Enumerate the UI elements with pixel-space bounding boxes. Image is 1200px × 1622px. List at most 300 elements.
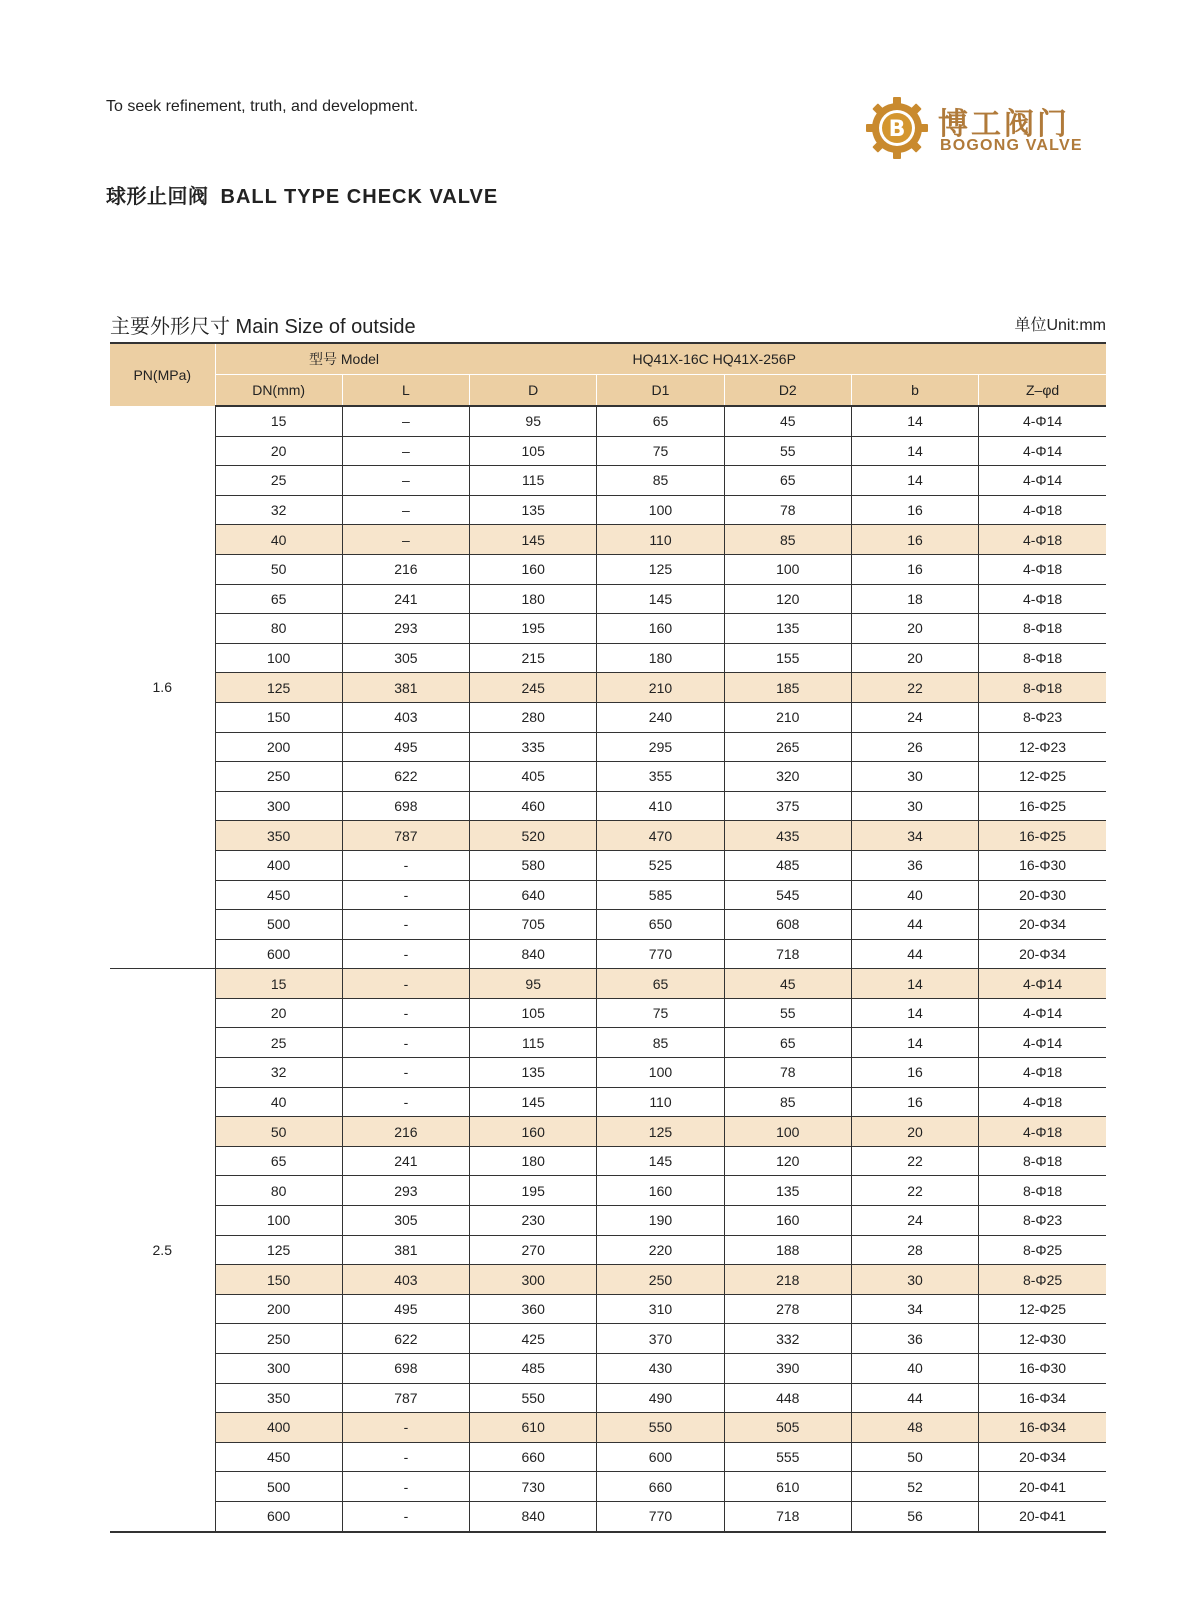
table-cell: 85 xyxy=(597,466,724,496)
table-row xyxy=(110,1383,1106,1413)
table-cell: 4-Φ14 xyxy=(979,998,1106,1028)
table-cell: 430 xyxy=(597,1354,724,1384)
table-cell: 350 xyxy=(215,821,342,851)
table-cell: 80 xyxy=(215,1176,342,1206)
table-row xyxy=(110,998,1106,1028)
table-cell: 216 xyxy=(342,1117,469,1147)
table-cell: 622 xyxy=(342,1324,469,1354)
table-cell: 600 xyxy=(215,939,342,969)
table-cell: 4-Φ14 xyxy=(979,406,1106,436)
table-cell: 310 xyxy=(597,1294,724,1324)
table-cell: 22 xyxy=(851,1176,978,1206)
table-cell: 4-Φ14 xyxy=(979,466,1106,496)
table-cell: 100 xyxy=(215,643,342,673)
table-cell: 195 xyxy=(470,1176,597,1206)
table-cell: 22 xyxy=(851,1146,978,1176)
table-cell: 403 xyxy=(342,702,469,732)
table-cell: 105 xyxy=(470,998,597,1028)
table-cell: 12-Φ25 xyxy=(979,762,1106,792)
table-row xyxy=(110,702,1106,732)
table-row xyxy=(110,880,1106,910)
table-cell: - xyxy=(342,998,469,1028)
table-cell: 241 xyxy=(342,1146,469,1176)
table-row xyxy=(110,1354,1106,1384)
table-cell: 105 xyxy=(470,436,597,466)
table-cell: 12-Φ30 xyxy=(979,1324,1106,1354)
table-cell: 381 xyxy=(342,673,469,703)
table-row xyxy=(110,643,1106,673)
table-row xyxy=(110,554,1106,584)
table-cell: - xyxy=(342,939,469,969)
table-cell: 25 xyxy=(215,466,342,496)
table-cell: 20 xyxy=(851,1117,978,1147)
table-cell: 16-Φ25 xyxy=(979,821,1106,851)
table-cell: 8-Φ18 xyxy=(979,1146,1106,1176)
table-cell: 12-Φ25 xyxy=(979,1294,1106,1324)
table-cell: 4-Φ18 xyxy=(979,1087,1106,1117)
table-cell: 14 xyxy=(851,436,978,466)
table-cell: 40 xyxy=(851,1354,978,1384)
table-cell: 505 xyxy=(724,1413,851,1443)
table-cell: 26 xyxy=(851,732,978,762)
table-row xyxy=(110,1294,1106,1324)
table-cell: 375 xyxy=(724,791,851,821)
table-cell: 20-Φ34 xyxy=(979,939,1106,969)
unit-label: 单位Unit:mm xyxy=(1014,317,1106,334)
table-cell: 20-Φ41 xyxy=(979,1472,1106,1502)
table-cell: 4-Φ18 xyxy=(979,584,1106,614)
table-cell: 120 xyxy=(724,1146,851,1176)
table-row xyxy=(110,1058,1106,1088)
table-cell: 4-Φ18 xyxy=(979,525,1106,555)
table-cell: 145 xyxy=(597,1146,724,1176)
table-cell: 280 xyxy=(470,702,597,732)
table-cell: 580 xyxy=(470,850,597,880)
table-cell: 220 xyxy=(597,1235,724,1265)
table-cell: 545 xyxy=(724,880,851,910)
table-cell: 200 xyxy=(215,732,342,762)
table-cell: 16 xyxy=(851,1087,978,1117)
pn-value: 1.6 xyxy=(110,406,215,969)
table-row xyxy=(110,1087,1106,1117)
brand-logo xyxy=(864,95,1104,161)
table-cell: 390 xyxy=(724,1354,851,1384)
table-cell: 56 xyxy=(851,1501,978,1531)
table-cell: 100 xyxy=(597,1058,724,1088)
table-cell: 650 xyxy=(597,910,724,940)
table-cell: 44 xyxy=(851,910,978,940)
page-title xyxy=(106,180,498,209)
table-cell: 250 xyxy=(215,1324,342,1354)
column-header: L xyxy=(342,375,469,407)
table-cell: 125 xyxy=(215,1235,342,1265)
table-cell: 265 xyxy=(724,732,851,762)
table-cell: 550 xyxy=(470,1383,597,1413)
table-cell: 16 xyxy=(851,1058,978,1088)
table-cell: 115 xyxy=(470,466,597,496)
table-row xyxy=(110,1413,1106,1443)
table-cell: 435 xyxy=(724,821,851,851)
table-cell: 600 xyxy=(597,1442,724,1472)
table-cell: - xyxy=(342,1501,469,1531)
column-header: b xyxy=(851,375,978,407)
table-cell: 18 xyxy=(851,584,978,614)
table-cell: 16-Φ25 xyxy=(979,791,1106,821)
table-cell: 787 xyxy=(342,821,469,851)
table-cell: 16-Φ30 xyxy=(979,1354,1106,1384)
table-cell: 30 xyxy=(851,762,978,792)
table-cell: 525 xyxy=(597,850,724,880)
table-cell: 45 xyxy=(724,969,851,999)
table-cell: 100 xyxy=(724,554,851,584)
table-cell: 840 xyxy=(470,1501,597,1531)
table-cell: 210 xyxy=(597,673,724,703)
table-cell: 4-Φ18 xyxy=(979,1058,1106,1088)
table-cell: 698 xyxy=(342,791,469,821)
table-cell: 34 xyxy=(851,1294,978,1324)
table-cell: 500 xyxy=(215,1472,342,1502)
table-cell: – xyxy=(342,495,469,525)
table-cell: 608 xyxy=(724,910,851,940)
table-cell: 16-Φ34 xyxy=(979,1383,1106,1413)
table-cell: 240 xyxy=(597,702,724,732)
table-row xyxy=(110,584,1106,614)
table-cell: 770 xyxy=(597,1501,724,1531)
table-cell: 8-Φ18 xyxy=(979,614,1106,644)
table-cell: 241 xyxy=(342,584,469,614)
table-cell: 495 xyxy=(342,1294,469,1324)
table-row xyxy=(110,436,1106,466)
table-row xyxy=(110,525,1106,555)
table-cell: 360 xyxy=(470,1294,597,1324)
table-cell: 95 xyxy=(470,406,597,436)
table-cell: 350 xyxy=(215,1383,342,1413)
table-cell: 8-Φ23 xyxy=(979,702,1106,732)
table-cell: 381 xyxy=(342,1235,469,1265)
table-cell: 150 xyxy=(215,702,342,732)
table-cell: 155 xyxy=(724,643,851,673)
table-cell: 610 xyxy=(470,1413,597,1443)
table-cell: 24 xyxy=(851,702,978,732)
table-cell: 45 xyxy=(724,406,851,436)
table-cell: – xyxy=(342,406,469,436)
table-cell: 4-Φ14 xyxy=(979,969,1106,999)
table-cell: - xyxy=(342,1058,469,1088)
table-row xyxy=(110,1501,1106,1531)
table-cell: 50 xyxy=(851,1442,978,1472)
table-cell: 34 xyxy=(851,821,978,851)
table-cell: 8-Φ18 xyxy=(979,1176,1106,1206)
table-cell: 190 xyxy=(597,1206,724,1236)
table-cell: 8-Φ18 xyxy=(979,673,1106,703)
table-cell: 610 xyxy=(724,1472,851,1502)
table-cell: 65 xyxy=(724,466,851,496)
table-cell: 65 xyxy=(724,1028,851,1058)
table-cell: 300 xyxy=(215,1354,342,1384)
title-english: BALL TYPE CHECK VALVE xyxy=(220,186,499,208)
table-cell: 65 xyxy=(597,406,724,436)
table-cell: 270 xyxy=(470,1235,597,1265)
table-cell: 216 xyxy=(342,554,469,584)
table-cell: 40 xyxy=(851,880,978,910)
table-cell: 25 xyxy=(215,1028,342,1058)
table-cell: 500 xyxy=(215,910,342,940)
table-row xyxy=(110,1265,1106,1295)
table-cell: – xyxy=(342,466,469,496)
table-cell: - xyxy=(342,1087,469,1117)
table-cell: 65 xyxy=(215,1146,342,1176)
table-cell: 78 xyxy=(724,1058,851,1088)
table-row xyxy=(110,466,1106,496)
table-cell: 110 xyxy=(597,525,724,555)
table-cell: 335 xyxy=(470,732,597,762)
table-cell: 555 xyxy=(724,1442,851,1472)
table-cell: 210 xyxy=(724,702,851,732)
table-cell: 28 xyxy=(851,1235,978,1265)
table-cell: 14 xyxy=(851,406,978,436)
table-cell: 160 xyxy=(470,1117,597,1147)
table-cell: 585 xyxy=(597,880,724,910)
table-cell: 40 xyxy=(215,525,342,555)
column-header: Z–φd xyxy=(979,375,1106,407)
table-cell: 75 xyxy=(597,998,724,1028)
table-cell: 100 xyxy=(724,1117,851,1147)
table-cell: 245 xyxy=(470,673,597,703)
column-header: D2 xyxy=(724,375,851,407)
table-cell: 145 xyxy=(470,525,597,555)
table-cell: 16 xyxy=(851,495,978,525)
table-cell: – xyxy=(342,436,469,466)
table-cell: 8-Φ23 xyxy=(979,1206,1106,1236)
table-cell: 22 xyxy=(851,673,978,703)
table-cell: 300 xyxy=(470,1265,597,1295)
table-cell: 16-Φ34 xyxy=(979,1413,1106,1443)
table-cell: 24 xyxy=(851,1206,978,1236)
table-cell: 36 xyxy=(851,850,978,880)
table-cell: 85 xyxy=(597,1028,724,1058)
table-cell: - xyxy=(342,1442,469,1472)
table-cell: 125 xyxy=(597,554,724,584)
table-cell: 250 xyxy=(597,1265,724,1295)
table-cell: 448 xyxy=(724,1383,851,1413)
pn-value: 2.5 xyxy=(110,969,215,1532)
table-cell: 320 xyxy=(724,762,851,792)
table-cell: 125 xyxy=(597,1117,724,1147)
table-cell: 660 xyxy=(470,1442,597,1472)
table-cell: 52 xyxy=(851,1472,978,1502)
table-cell: 698 xyxy=(342,1354,469,1384)
table-cell: 195 xyxy=(470,614,597,644)
table-cell: 16-Φ30 xyxy=(979,850,1106,880)
table-cell: 4-Φ18 xyxy=(979,495,1106,525)
table-cell: 44 xyxy=(851,1383,978,1413)
gear-logo-icon xyxy=(864,95,930,161)
table-cell: - xyxy=(342,1028,469,1058)
table-cell: 85 xyxy=(724,1087,851,1117)
table-cell: 160 xyxy=(724,1206,851,1236)
table-cell: 16 xyxy=(851,554,978,584)
table-cell: - xyxy=(342,880,469,910)
table-row xyxy=(110,1472,1106,1502)
table-cell: 4-Φ18 xyxy=(979,1117,1106,1147)
table-row xyxy=(110,850,1106,880)
table-cell: 188 xyxy=(724,1235,851,1265)
column-header: D xyxy=(470,375,597,407)
table-cell: 20-Φ34 xyxy=(979,910,1106,940)
table-cell: 15 xyxy=(215,969,342,999)
table-cell: 410 xyxy=(597,791,724,821)
table-row xyxy=(110,1028,1106,1058)
table-cell: 135 xyxy=(724,614,851,644)
table-cell: 30 xyxy=(851,1265,978,1295)
dimension-table xyxy=(110,342,1106,1533)
table-cell: 8-Φ18 xyxy=(979,643,1106,673)
table-cell: 787 xyxy=(342,1383,469,1413)
logo-chinese-name: 博工阀门 xyxy=(938,107,1070,142)
title-chinese: 球形止回阀 xyxy=(106,186,209,208)
table-cell: 160 xyxy=(597,614,724,644)
table-cell: 405 xyxy=(470,762,597,792)
table-cell: 15 xyxy=(215,406,342,436)
table-row xyxy=(110,1324,1106,1354)
column-header: DN(mm) xyxy=(215,375,342,407)
table-cell: 403 xyxy=(342,1265,469,1295)
table-cell: 600 xyxy=(215,1501,342,1531)
table-cell: 180 xyxy=(470,1146,597,1176)
table-cell: 295 xyxy=(597,732,724,762)
table-cell: 115 xyxy=(470,1028,597,1058)
table-cell: 770 xyxy=(597,939,724,969)
table-cell: 135 xyxy=(470,495,597,525)
table-cell: 485 xyxy=(470,1354,597,1384)
table-cell: 470 xyxy=(597,821,724,851)
table-cell: 125 xyxy=(215,673,342,703)
table-cell: 8-Φ25 xyxy=(979,1265,1106,1295)
table-cell: 20 xyxy=(851,614,978,644)
table-cell: 12-Φ23 xyxy=(979,732,1106,762)
model-header xyxy=(215,343,1106,375)
table-cell: 85 xyxy=(724,525,851,555)
table-row xyxy=(110,910,1106,940)
table-cell: 20 xyxy=(851,643,978,673)
table-row xyxy=(110,1176,1106,1206)
table-cell: 185 xyxy=(724,673,851,703)
table-cell: 135 xyxy=(470,1058,597,1088)
table-cell: 145 xyxy=(597,584,724,614)
table-cell: 65 xyxy=(215,584,342,614)
logo-letter: B xyxy=(888,117,906,142)
table-cell: 705 xyxy=(470,910,597,940)
table-row xyxy=(110,821,1106,851)
table-row xyxy=(110,614,1106,644)
table-cell: 8-Φ25 xyxy=(979,1235,1106,1265)
table-cell: 640 xyxy=(470,880,597,910)
table-cell: 95 xyxy=(470,969,597,999)
table-cell: 718 xyxy=(724,939,851,969)
table-cell: 36 xyxy=(851,1324,978,1354)
table-row xyxy=(110,1117,1106,1147)
table-cell: 450 xyxy=(215,880,342,910)
table-cell: 215 xyxy=(470,643,597,673)
table-cell: 4-Φ14 xyxy=(979,1028,1106,1058)
table-cell: 305 xyxy=(342,1206,469,1236)
table-row xyxy=(110,1146,1106,1176)
table-cell: - xyxy=(342,1472,469,1502)
table-cell: 50 xyxy=(215,1117,342,1147)
table-cell: 370 xyxy=(597,1324,724,1354)
column-header: D1 xyxy=(597,375,724,407)
table-cell: 55 xyxy=(724,436,851,466)
table-cell: 293 xyxy=(342,614,469,644)
table-row xyxy=(110,406,1106,436)
table-row xyxy=(110,1206,1106,1236)
table-cell: 14 xyxy=(851,969,978,999)
table-cell: 20 xyxy=(215,436,342,466)
table-cell: 300 xyxy=(215,791,342,821)
table-cell: 485 xyxy=(724,850,851,880)
table-row xyxy=(110,939,1106,969)
table-cell: - xyxy=(342,910,469,940)
table-cell: 400 xyxy=(215,1413,342,1443)
table-row xyxy=(110,1235,1106,1265)
table-cell: 230 xyxy=(470,1206,597,1236)
table-cell: 355 xyxy=(597,762,724,792)
table-cell: 490 xyxy=(597,1383,724,1413)
table-cell: 20 xyxy=(215,998,342,1028)
table-row xyxy=(110,969,1106,999)
table-cell: 495 xyxy=(342,732,469,762)
table-cell: 14 xyxy=(851,998,978,1028)
table-cell: 160 xyxy=(597,1176,724,1206)
slogan: To seek refinement, truth, and development. xyxy=(106,98,419,115)
table-cell: 180 xyxy=(470,584,597,614)
table-cell: 180 xyxy=(597,643,724,673)
table-cell: 32 xyxy=(215,495,342,525)
table-cell: 120 xyxy=(724,584,851,614)
table-cell: 250 xyxy=(215,762,342,792)
table-cell: 200 xyxy=(215,1294,342,1324)
table-row xyxy=(110,762,1106,792)
table-cell: 20-Φ30 xyxy=(979,880,1106,910)
table-cell: 550 xyxy=(597,1413,724,1443)
table-cell: 14 xyxy=(851,466,978,496)
table-cell: - xyxy=(342,1413,469,1443)
table-cell: 75 xyxy=(597,436,724,466)
table-cell: 305 xyxy=(342,643,469,673)
table-cell: 460 xyxy=(470,791,597,821)
table-cell: 20-Φ41 xyxy=(979,1501,1106,1531)
table-cell: 660 xyxy=(597,1472,724,1502)
table-cell: 160 xyxy=(470,554,597,584)
table-cell: 16 xyxy=(851,525,978,555)
table-cell: 100 xyxy=(215,1206,342,1236)
table-cell: 4-Φ18 xyxy=(979,554,1106,584)
table-cell: 4-Φ14 xyxy=(979,436,1106,466)
table-cell: 48 xyxy=(851,1413,978,1443)
model-label: 型号 Model xyxy=(308,351,380,367)
table-subtitle: 主要外形尺寸 Main Size of outside xyxy=(110,316,416,338)
pn-header: PN(MPa) xyxy=(110,343,215,406)
table-cell: 332 xyxy=(724,1324,851,1354)
table-cell: 65 xyxy=(597,969,724,999)
table-cell: 150 xyxy=(215,1265,342,1295)
table-cell: 110 xyxy=(597,1087,724,1117)
table-cell: 135 xyxy=(724,1176,851,1206)
table-cell: 218 xyxy=(724,1265,851,1295)
table-cell: 278 xyxy=(724,1294,851,1324)
table-cell: 32 xyxy=(215,1058,342,1088)
table-row xyxy=(110,495,1106,525)
